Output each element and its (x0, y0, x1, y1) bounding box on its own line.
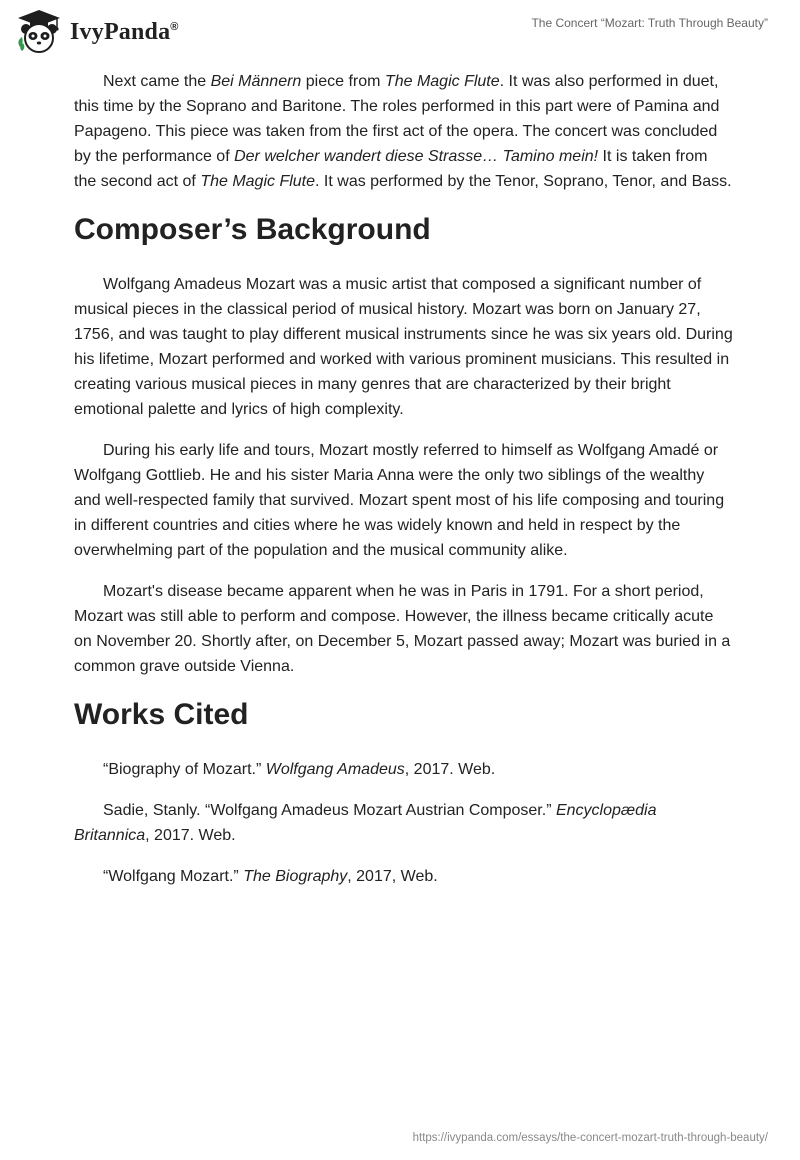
paragraph-magic-flute: Next came the Bei Männern piece from The Magic Flute. It was also performed in duet, this time by the Soprano and Baritone. The roles performed in this part were of Pamina and Papageno. This piece was taken from the first act of the opera. The concert was concluded by the performance of Der welcher wandert diese Strasse… Tamino mein! It is taken from the second act of The Magic Flute. It was performed by the Tenor, Soprano, Tenor, and Bass. (74, 73, 732, 190)
citation-item: “Biography of Mozart.” Wolfgang Amadeus, 2017. Web. (103, 761, 496, 778)
essay-body (74, 69, 734, 905)
paragraph-disease: Mozart's disease became apparent when he was in Paris in 1791. For a short period, Mozart was still able to perform and compose. However, the illness became critically acute on November 20. Shortly after, on December 5, Mozart passed away; Mozart was buried in a common grave outside Vienna. (74, 583, 731, 675)
citation-item: Sadie, Stanly. “Wolfgang Amadeus Mozart Austrian Composer.” Encyclopædia Britannica, 2017. Web. (74, 802, 657, 844)
document-title: The Concert “Mozart: Truth Through Beauty” (531, 16, 768, 30)
heading-composers-background: Composer’s Background (74, 213, 431, 246)
citation-item: “Wolfgang Mozart.” The Biography, 2017, Web. (103, 868, 438, 885)
paragraph-mozart-bio: Wolfgang Amadeus Mozart was a music artist that composed a significant number of musical pieces in the classical period of musical history. Mozart was born on January 27, 1756, and was taught to play different musical instruments since he was six years old. During his lifetime, Mozart performed and worked with various prominent musicians. This resulted in creating various musical pieces in many genres that are characterized by their bright emotional palette and lyrics of high complexity. (74, 276, 733, 418)
page-header (0, 0, 800, 70)
ivypanda-logo[interactable] (14, 7, 179, 57)
heading-works-cited: Works Cited (74, 698, 249, 731)
brand-name: IvyPanda® (70, 18, 179, 45)
paragraph-early-life: During his early life and tours, Mozart mostly referred to himself as Wolfgang Amadé or Wolfgang Gottlieb. He and his sister Maria Anna were the only two siblings of the wealthy and well-respected family that survived. Mozart spent most of his life composing and touring in different countries and cities where he was widely known and held in respect by the overwhelming part of the population and the musical community alike. (74, 442, 725, 559)
panda-icon (14, 7, 64, 57)
source-url-link[interactable]: https://ivypanda.com/essays/the-concert-mozart-truth-through-beauty/ (412, 1132, 768, 1144)
